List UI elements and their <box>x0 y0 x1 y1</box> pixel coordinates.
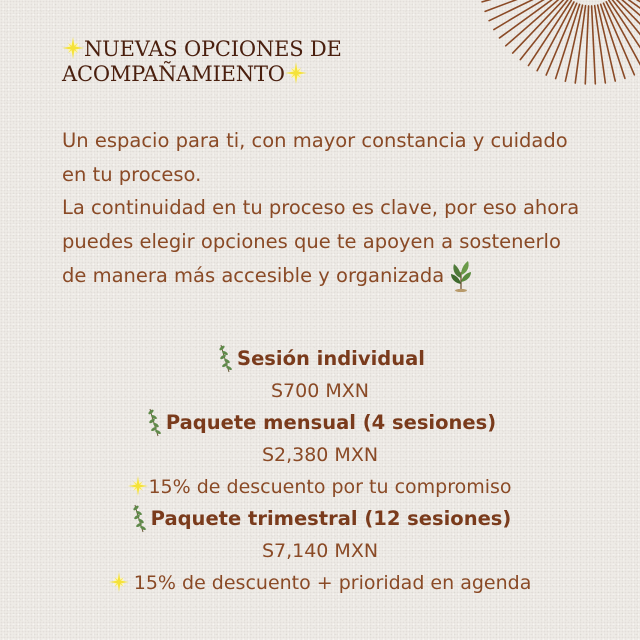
sparkle-icon <box>109 572 129 592</box>
sun-ray <box>585 6 588 84</box>
offer-individual <box>0 343 640 375</box>
sparkle-icon <box>62 37 84 59</box>
sprig-icon <box>144 407 164 437</box>
offer-monthly-title: Paquete mensual (4 sesiones) <box>165 411 497 434</box>
offer-quarterly-note-row <box>0 567 640 599</box>
offer-quarterly <box>0 503 640 535</box>
sun-ray <box>592 6 596 84</box>
offer-quarterly-price: S7,140 MXN <box>261 540 379 562</box>
sun-rays-icon <box>460 0 640 90</box>
sparkle-icon <box>128 476 148 496</box>
offer-monthly-price: S2,380 MXN <box>261 444 379 466</box>
sun-ray <box>482 0 557 2</box>
sun-ray <box>621 0 640 20</box>
sprig-icon <box>215 343 235 373</box>
offer-quarterly-note: 15% de descuento + prioridad en agenda <box>133 572 532 594</box>
title-line-2: ACOMPAÑAMIENTO <box>62 62 285 86</box>
intro-paragraph-2-text: La continuidad en tu proceso es clave, por eso ahora puedes elegir opciones que te apoyen a sostenerlo de manera más accesible y organizada <box>62 196 580 287</box>
intro-text <box>62 124 582 293</box>
sun-ray <box>619 0 640 29</box>
offer-individual-price: S700 MXN <box>271 380 369 402</box>
plant-icon <box>446 258 476 292</box>
intro-paragraph-2 <box>62 191 582 293</box>
sparkle-icon <box>285 62 307 84</box>
offer-monthly-note: 15% de descuento por tu compromiso <box>148 476 512 498</box>
offer-individual-title: Sesión individual <box>237 347 425 370</box>
page-title <box>62 37 342 87</box>
offers-list <box>0 343 640 599</box>
offer-quarterly-title: Paquete trimestral (12 sesiones) <box>150 507 512 530</box>
sun-ray <box>489 0 559 21</box>
offer-monthly-note-row <box>0 471 640 503</box>
intro-paragraph-1: Un espacio para ti, con mayor constancia y cuidado en tu proceso. <box>62 129 568 186</box>
title-line-1: NUEVAS OPCIONES DE <box>84 37 342 61</box>
sprig-icon <box>129 503 149 533</box>
offer-monthly <box>0 407 640 439</box>
